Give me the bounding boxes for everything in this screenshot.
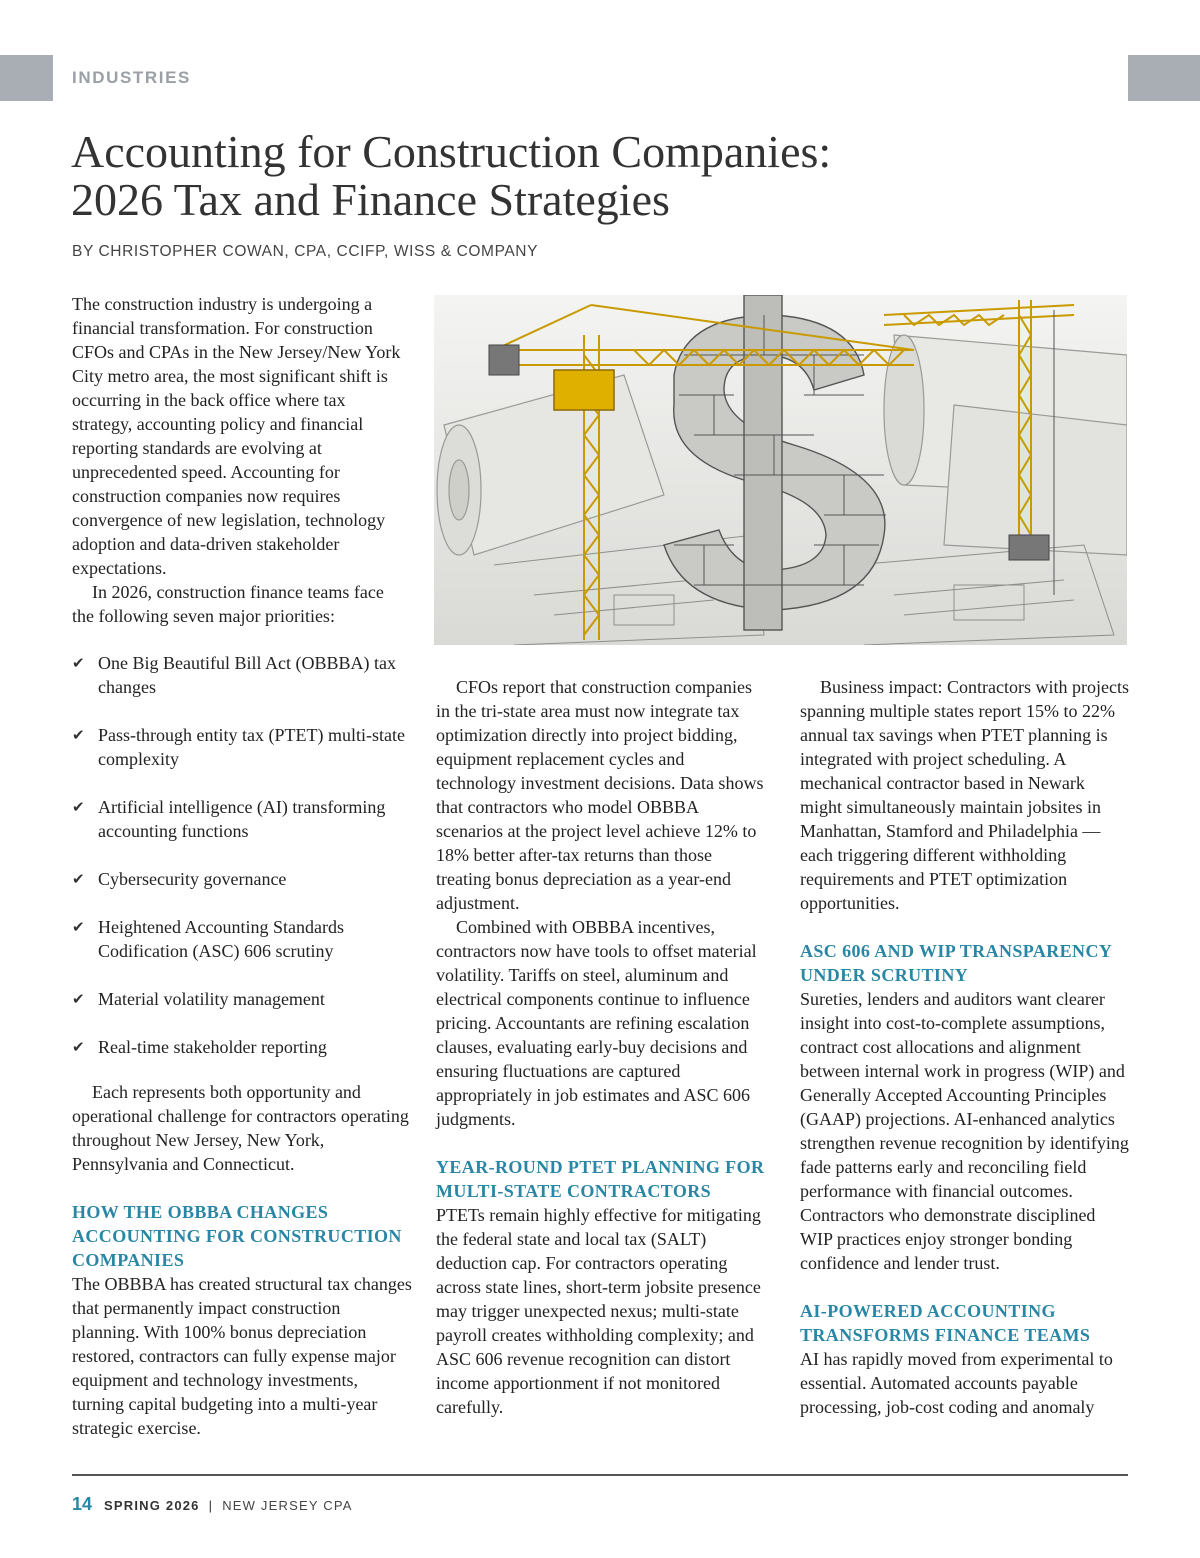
paragraph-asc606: Sureties, lenders and auditors want clearer insight into cost-to-complete assumptions, contract cost allocations and alignment between internal work in progress (WIP) and Generally Accepted Accounting Principles (GAAP) projections. AI-enhanced analytics strengthen revenue recognition by identifying fade patterns early and reconciling field performance with financial outcomes. Contractors who demonstrate disciplined WIP practices enjoy stronger bonding confidence and lender trust.	[800, 989, 1129, 1273]
section-label: INDUSTRIES	[72, 68, 191, 87]
heading-ai: AI-POWERED ACCOUNTING TRANSFORMS FINANCE TEAMS	[800, 1301, 1091, 1345]
footer-divider	[72, 1474, 1128, 1476]
title-line-2: 2026 Tax and Finance Strategies	[71, 174, 670, 225]
column-2	[436, 675, 766, 1419]
list-item	[72, 795, 412, 843]
heading-asc606: ASC 606 AND WIP TRANSPARENCY UNDER SCRUTINY	[800, 941, 1112, 985]
checkmark-icon: ✔	[72, 870, 85, 888]
list-item-text: Real-time stakeholder reporting	[98, 1037, 327, 1057]
heading-ptet: YEAR-ROUND PTET PLANNING FOR MULTI-STATE CONTRACTORS	[436, 1157, 765, 1201]
issue-label: SPRING 2026	[104, 1498, 200, 1513]
checkmark-icon: ✔	[72, 798, 85, 816]
paragraph-ptet: PTETs remain highly effective for mitigating the federal state and local tax (SALT) deduction cap. For contractors operating across state lines, short-term jobsite presence may trigger unexpected nexus; multi-state payroll creates withholding complexity; and ASC 606 revenue recognition can distort income apportionment if not monitored carefully.	[436, 1205, 761, 1417]
paragraph-obbba: The OBBBA has created structural tax changes that permanently impact construction planning. With 100% bonus depreciation restored, contractors can fully expense major equipment and technology investments, turning capital budgeting into a multi-year strategic exercise.	[72, 1274, 412, 1438]
list-item	[72, 1035, 412, 1059]
list-item-text: Material volatility management	[98, 989, 325, 1009]
title-line-1: Accounting for Construction Companies:	[71, 126, 832, 177]
paragraph-ai: AI has rapidly moved from experimental to essential. Automated accounts payable processing, job-cost coding and anomaly	[800, 1349, 1113, 1417]
list-item-text: One Big Beautiful Bill Act (OBBBA) tax changes	[98, 653, 396, 697]
paragraph-business-impact: Business impact: Contractors with projects spanning multiple states report 15% to 22% annual tax savings when PTET planning is integrated with project scheduling. A mechanical contractor based in Newark might simultaneously maintain jobsites in Manhattan, Stamford and Philadelphia — each triggering different withholding requirements and PTET optimization opportunities.	[800, 677, 1129, 913]
publication-name: NEW JERSEY CPA	[222, 1498, 353, 1513]
column-3	[800, 675, 1130, 1419]
article-title	[71, 128, 1071, 224]
checkmark-icon: ✔	[72, 990, 85, 1008]
intro-paragraph-2: In 2026, construction finance teams face the following seven major priorities:	[72, 582, 384, 626]
header-tab-left	[0, 55, 53, 101]
list-item-text: Heightened Accounting Standards Codification (ASC) 606 scrutiny	[98, 917, 344, 961]
list-item	[72, 723, 412, 771]
intro-column	[72, 292, 407, 628]
list-item	[72, 651, 412, 699]
list-item	[72, 915, 412, 963]
list-item	[72, 987, 412, 1011]
checkmark-icon: ✔	[72, 654, 85, 672]
priorities-list	[72, 651, 412, 1083]
checkmark-icon: ✔	[72, 726, 85, 744]
intro-paragraph-1: The construction industry is undergoing a financial transformation. For construction CFOs and CPAs in the New Jersey/New York City metro area, the most significant shift is occurring in the back office where tax strategy, accounting policy and financial reporting standards are evolving at unprecedented speed. Accounting for construction companies now requires convergence of new legislation, technology adoption and data-driven stakeholder expectations.	[72, 294, 401, 578]
list-item	[72, 867, 412, 891]
byline: BY CHRISTOPHER COWAN, CPA, CCIFP, WISS & COMPANY	[72, 243, 539, 260]
column-1-continued	[72, 1080, 412, 1440]
page-footer	[72, 1494, 353, 1515]
list-item-text: Cybersecurity governance	[98, 869, 287, 889]
construction-photo	[434, 295, 1127, 645]
paragraph-cfos: CFOs report that construction companies in the tri-state area must now integrate tax optimization directly into project bidding, equipment replacement cycles and technology investment decisions. Data shows that contractors who model OBBBA scenarios at the project level achieve 12% to 18% better after-tax returns than those treating bonus depreciation as a year-end adjustment.	[436, 677, 764, 913]
list-item-text: Pass-through entity tax (PTET) multi-state complexity	[98, 725, 405, 769]
paragraph-contractors: Each represents both opportunity and operational challenge for contractors operating throughout New Jersey, New York, Pennsylvania and Connecticut.	[72, 1082, 409, 1174]
page-number: 14	[72, 1494, 93, 1514]
checkmark-icon: ✔	[72, 1038, 85, 1056]
checkmark-icon: ✔	[72, 918, 85, 936]
footer-separator: |	[208, 1498, 214, 1513]
header-tab-right	[1128, 55, 1200, 101]
heading-obbba: HOW THE OBBBA CHANGES ACCOUNTING FOR CONSTRUCTION COMPANIES	[72, 1202, 402, 1270]
list-item-text: Artificial intelligence (AI) transforming accounting functions	[98, 797, 386, 841]
paragraph-volatility: Combined with OBBBA incentives, contractors now have tools to offset material volatility. Tariffs on steel, aluminum and electrical components continue to influence pricing. Accountants are refining escalation clauses, evaluating early-buy decisions and ensuring fluctuations are captured appropriately in job estimates and ASC 606 judgments.	[436, 917, 757, 1129]
crane-dollar-illustration	[434, 295, 1127, 645]
